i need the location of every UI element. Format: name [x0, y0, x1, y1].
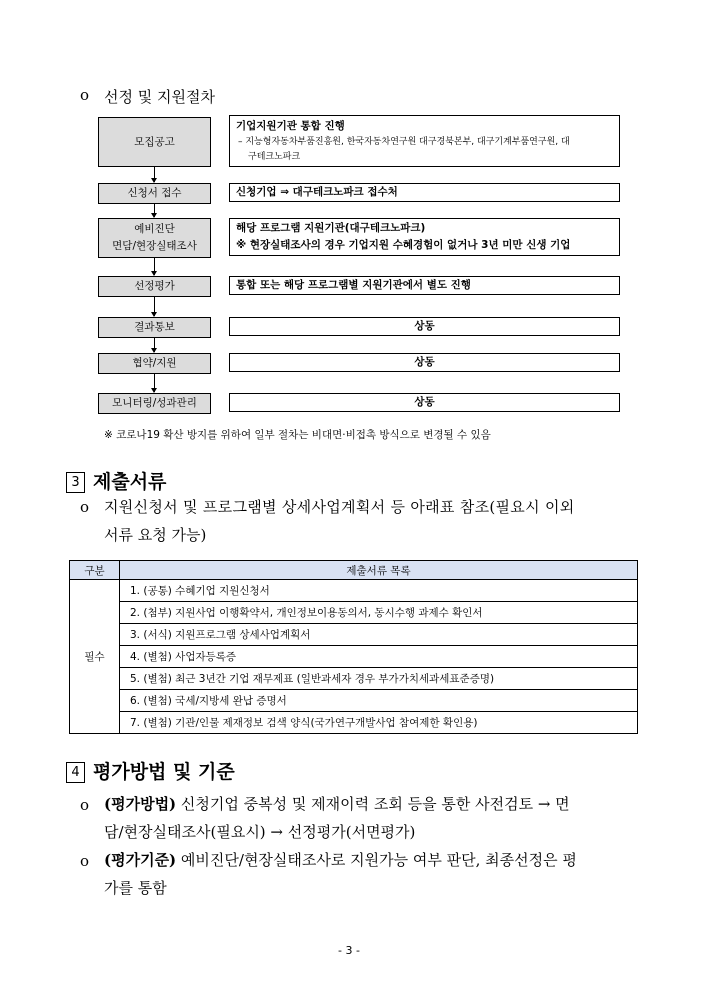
flow-desc-title: 기업지원기관 통합 진행 [236, 120, 345, 132]
flow-step-label: 모집공고 [134, 135, 175, 148]
table-row [70, 646, 638, 668]
flow-step-label: 모니터링/성과관리 [112, 397, 197, 409]
flow-step-evaluation [98, 276, 211, 297]
flow-step-label: 예비진단 [134, 223, 175, 235]
down-arrow-icon [154, 296, 155, 316]
flow-step-application [98, 183, 211, 204]
table-cell: 3. (서식) 지원프로그램 상세사업계획서 [120, 624, 638, 646]
flow-step-monitoring [98, 393, 211, 414]
bullet-marker: ο [80, 498, 90, 516]
table-cell: 5. (별첨) 최근 3년간 기업 재무제표 (일반과세자 경우 부가가치세과세표준증명) [120, 668, 638, 690]
paragraph-text: 신청기업 중복성 및 제재이력 조회 등을 통한 사전검토 → 면 [176, 795, 570, 813]
flow-desc-recruit [229, 115, 620, 167]
flow-desc-diagnosis [229, 218, 620, 256]
table-cell: 2. (첨부) 지원사업 이행확약서, 개인정보이용동의서, 동시수행 과제수 확인서 [120, 602, 638, 624]
paragraph-line: 지원신청서 및 프로그램별 상세사업계획서 등 아래표 참조(필요시 이외 [104, 498, 575, 516]
flow-desc-monitoring [229, 393, 620, 412]
down-arrow-icon [154, 373, 155, 392]
flow-step-label: 결과통보 [134, 321, 175, 333]
evaluation-criteria-paragraph [104, 846, 649, 902]
section-title-text: 제출서류 [93, 471, 167, 493]
paragraph-line: 가를 통함 [104, 879, 167, 897]
flow-step-label: 신청서 접수 [127, 187, 182, 199]
table-row [70, 668, 638, 690]
page-number: - 3 - [338, 944, 360, 957]
flow-step-recruit [98, 117, 211, 167]
flow-step-label: 선정평가 [134, 280, 175, 292]
down-arrow-icon [154, 203, 155, 217]
flow-desc-text: 해당 프로그램 지원기관(대구테크노파크) [236, 222, 426, 234]
flow-step-result [98, 317, 211, 338]
table-category-cell: 필수 [70, 580, 120, 734]
table-header-cell: 구분 [70, 561, 120, 580]
table-row [70, 690, 638, 712]
flow-step-label: 면담/현장실태조사 [112, 240, 197, 252]
covid-note: ※ 코로나19 확산 방지를 위하여 일부 절차는 비대면·비접촉 방식으로 변경될 수 있음 [104, 429, 491, 441]
paragraph-text: 예비진단/현장실태조사로 지원가능 여부 판단, 최종선정은 평 [176, 851, 577, 869]
flow-desc-result [229, 317, 620, 336]
evaluation-criteria-label: (평가기준) [104, 851, 177, 869]
flow-desc-text: 상동 [414, 320, 435, 332]
section-4-title [66, 757, 235, 784]
bullet-marker: ο [80, 852, 90, 870]
evaluation-method-label: (평가방법) [104, 795, 177, 813]
flow-desc-evaluation [229, 276, 620, 295]
bullet-marker: ο [80, 86, 90, 104]
table-row [70, 624, 638, 646]
table-header-cell: 제출서류 목록 [120, 561, 638, 580]
section-number-box: 4 [66, 762, 85, 783]
table-row [70, 580, 638, 602]
down-arrow-icon [154, 166, 155, 182]
flow-step-agreement [98, 353, 211, 374]
flow-desc-sub: 구테크노파크 [248, 152, 301, 162]
flow-desc-application [229, 183, 620, 202]
section-3-title [66, 467, 166, 494]
table-header-row [70, 561, 638, 580]
paragraph-line: 서류 요청 가능) [104, 526, 207, 544]
section-3-paragraph [104, 493, 644, 549]
table-cell: 7. (별첨) 기관/인물 제재정보 검색 양식(국가연구개발사업 참여제한 확인용) [120, 712, 638, 734]
table-cell: 1. (공통) 수혜기업 지원신청서 [120, 580, 638, 602]
table-cell: 6. (별첨) 국세/지방세 완납 증명서 [120, 690, 638, 712]
flow-desc-sub: – 지능형자동차부품진흥원, 한국자동차연구원 대구경북본부, 대구기계부품연구원, 대 [238, 137, 570, 147]
flow-step-label: 협약/지원 [132, 357, 177, 369]
flow-desc-text: ※ 현장실태조사의 경우 기업지원 수혜경험이 없거나 3년 미만 신생 기업 [236, 239, 571, 251]
bullet-marker: ο [80, 796, 90, 814]
table-row [70, 712, 638, 734]
flow-desc-text: 신청기업 ⇒ 대구테크노파크 접수처 [236, 186, 398, 198]
flow-desc-text: 상동 [414, 396, 435, 408]
down-arrow-icon [154, 257, 155, 275]
section-number-box: 3 [66, 472, 85, 493]
section-title-text: 평가방법 및 기준 [93, 761, 235, 783]
down-arrow-icon [154, 337, 155, 352]
table-row [70, 602, 638, 624]
flow-desc-text: 상동 [414, 356, 435, 368]
evaluation-method-paragraph [104, 790, 649, 846]
section-heading: 선정 및 지원절차 [104, 88, 215, 106]
documents-table [69, 560, 638, 734]
flow-desc-text: 통합 또는 해당 프로그램별 지원기관에서 별도 진행 [236, 279, 471, 291]
flow-step-diagnosis [98, 218, 211, 258]
table-cell: 4. (별첨) 사업자등록증 [120, 646, 638, 668]
flow-desc-agreement [229, 353, 620, 372]
paragraph-line: 담/현장실태조사(필요시) → 선정평가(서면평가) [104, 823, 416, 841]
